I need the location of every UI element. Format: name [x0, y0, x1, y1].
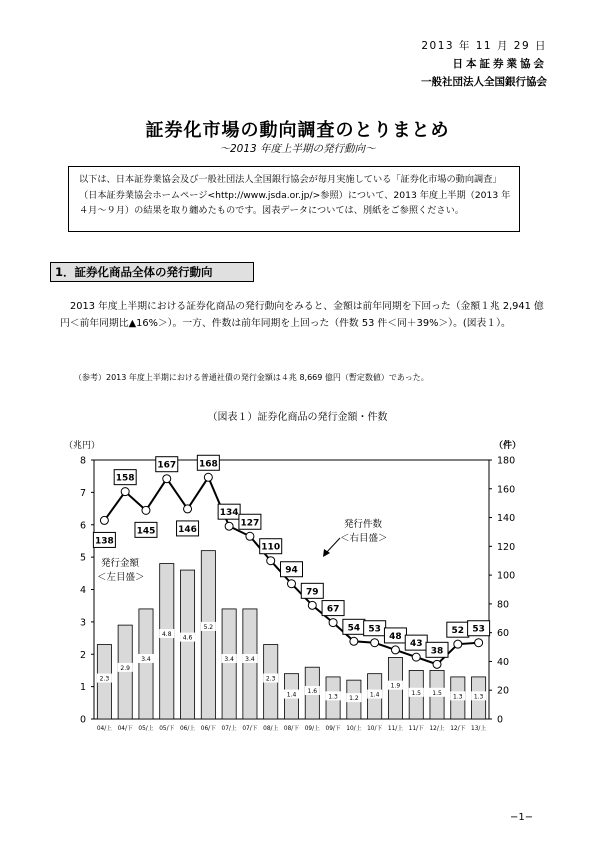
issuer-jsda: 日本証券業協会	[452, 58, 547, 70]
category-label: 09/上	[304, 726, 320, 732]
left-tick-label: 7	[79, 487, 86, 499]
right-tick-label: 60	[497, 628, 510, 640]
category-label: 05/上	[138, 726, 154, 732]
left-tick-label: 5	[79, 552, 86, 564]
left-tick-label: 3	[79, 617, 86, 629]
category-label: 08/上	[263, 726, 279, 732]
amount-label: 1.4	[369, 691, 380, 699]
count-label: 94	[285, 565, 298, 576]
category-label: 06/上	[179, 726, 196, 732]
count-marker	[350, 637, 358, 645]
category-label: 13/上	[471, 726, 487, 732]
count-label: 167	[157, 460, 177, 471]
count-marker	[329, 619, 337, 627]
amount-label: 1.3	[328, 693, 338, 701]
amount-label: 1.3	[453, 693, 463, 701]
right-tick-label: 140	[497, 513, 516, 525]
count-marker	[267, 557, 275, 565]
category-label: 07/上	[221, 726, 237, 732]
count-marker	[454, 640, 462, 648]
count-label: 146	[178, 524, 197, 535]
count-marker	[225, 522, 233, 530]
category-label: 06/下	[200, 726, 216, 732]
amount-label: 2.3	[265, 675, 276, 683]
amount-bar	[180, 570, 194, 719]
amount-label: 2.3	[99, 675, 110, 683]
count-marker	[184, 505, 192, 513]
document-subtitle: ～2013 年度上半期の発行動向～	[219, 143, 376, 155]
count-marker	[433, 660, 441, 668]
category-label: 09/下	[325, 726, 341, 732]
document-title: 証券化市場の動向調査のとりまとめ	[145, 120, 450, 141]
count-label: 43	[409, 639, 423, 650]
amount-label: 1.5	[411, 689, 422, 697]
amount-label: 3.4	[245, 655, 255, 663]
amount-label: 1.4	[286, 691, 297, 699]
right-tick-label: 160	[497, 484, 516, 496]
count-label: 110	[261, 542, 281, 553]
category-label: 12/下	[450, 726, 466, 732]
right-tick-label: 40	[497, 656, 510, 668]
count-marker	[204, 473, 212, 481]
amount-label: 3.4	[141, 655, 151, 663]
right-tick-label: 0	[497, 714, 504, 726]
count-marker	[163, 475, 171, 483]
count-label: 38	[430, 646, 444, 657]
count-annotation-arrow	[326, 538, 340, 553]
amount-bar	[160, 564, 174, 719]
count-label: 79	[306, 587, 319, 598]
count-marker	[308, 601, 316, 609]
count-label: 138	[94, 536, 114, 547]
count-marker	[391, 646, 399, 654]
count-label: 134	[219, 508, 239, 519]
amount-label: 1.5	[432, 689, 442, 697]
amount-label: 5.2	[203, 623, 214, 631]
category-label: 08/下	[283, 726, 300, 732]
amount-bar	[243, 609, 257, 719]
count-marker	[142, 506, 150, 514]
right-tick-label: 120	[497, 541, 516, 553]
category-label: 11/上	[387, 726, 404, 732]
category-label: 12/上	[429, 726, 445, 732]
amount-annotation-scale: ＜左目盛＞	[97, 572, 145, 583]
amount-bar	[118, 625, 132, 719]
category-label: 04/上	[96, 726, 112, 732]
left-tick-label: 8	[79, 455, 86, 467]
count-label: 127	[240, 518, 260, 529]
category-label: 10/下	[367, 726, 383, 732]
category-label: 11/下	[408, 726, 424, 732]
count-label: 145	[136, 526, 156, 537]
count-label: 158	[115, 473, 135, 484]
right-tick-label: 20	[497, 685, 510, 697]
amount-label: 1.3	[473, 693, 484, 701]
count-marker	[371, 639, 379, 647]
amount-label: 2.9	[120, 664, 130, 672]
chart-title: （図表１）証券化商品の発行金額・件数	[207, 412, 388, 423]
amount-label: 1.6	[307, 688, 318, 696]
page-number: −1−	[510, 812, 534, 823]
amount-annotation-name: 発行金額	[101, 558, 140, 569]
amount-label: 1.9	[390, 682, 401, 690]
section-heading: 1．証券化商品全体の発行動向	[50, 262, 254, 282]
category-label: 04/下	[117, 726, 133, 732]
left-axis-unit: （兆円）	[64, 441, 101, 451]
amount-bar	[201, 551, 215, 719]
reference-note: （参考）2013 年度上半期における普通社債の発行金額は４兆 8,669 億円（暫定数値）であった。	[74, 373, 429, 382]
count-marker	[412, 653, 420, 661]
amount-bar	[139, 609, 153, 719]
left-tick-label: 2	[79, 649, 86, 661]
count-marker	[100, 516, 108, 524]
left-tick-label: 6	[79, 520, 86, 532]
amount-label: 4.8	[161, 631, 172, 639]
count-label: 168	[198, 459, 218, 470]
count-marker	[121, 488, 129, 496]
issuer-zenginkyo: 一般社団法人全国銀行協会	[421, 76, 547, 88]
intro-box: 以下は、日本証券業協会及び一般社団法人全国銀行協会が毎月実施している「証券化市場の動向調査」（日本証券業協会ホームページ<http://www.jsda.or.jp/>参照）について、2013 年度上半期（2013 年４月～９月）の結果を取り纏めたものです。図表データについては、別紙をご参照ください。	[68, 166, 520, 232]
count-marker	[246, 532, 254, 540]
count-label: 48	[389, 631, 402, 642]
count-label: 53	[472, 624, 485, 635]
right-tick-label: 180	[497, 455, 516, 467]
right-tick-label: 100	[497, 570, 516, 582]
category-label: 07/下	[242, 726, 258, 732]
left-tick-label: 0	[79, 714, 86, 726]
count-annotation-scale: ＜右目盛＞	[340, 533, 388, 544]
left-tick-label: 4	[79, 585, 86, 596]
amount-bar	[222, 609, 236, 719]
report-date: 2013 年 11 月 29 日	[421, 40, 547, 52]
count-label: 67	[326, 604, 340, 615]
summary-paragraph: 2013 年度上半期における証券化商品の発行動向をみると、金額は前年同期を下回った（金額１兆 2,941 億円＜前年同期比▲16%＞）。一方、件数は前年同期を上回った（件数 53 件＜同＋39%＞）。(図表１）。	[60, 301, 544, 329]
count-marker	[475, 639, 483, 647]
amount-label: 3.4	[224, 655, 234, 663]
right-tick-label: 80	[497, 599, 510, 611]
category-label: 05/下	[159, 726, 175, 732]
category-label: 10/上	[346, 726, 362, 732]
count-label: 53	[368, 624, 381, 635]
amount-label: 1.2	[349, 695, 359, 703]
count-marker	[288, 580, 296, 588]
right-axis-unit: （件）	[494, 441, 522, 451]
count-annotation-name: 発行件数	[344, 519, 383, 530]
count-label: 52	[451, 626, 465, 637]
amount-label: 4.6	[182, 634, 193, 642]
left-tick-label: 1	[79, 682, 86, 694]
count-label: 54	[347, 623, 361, 634]
